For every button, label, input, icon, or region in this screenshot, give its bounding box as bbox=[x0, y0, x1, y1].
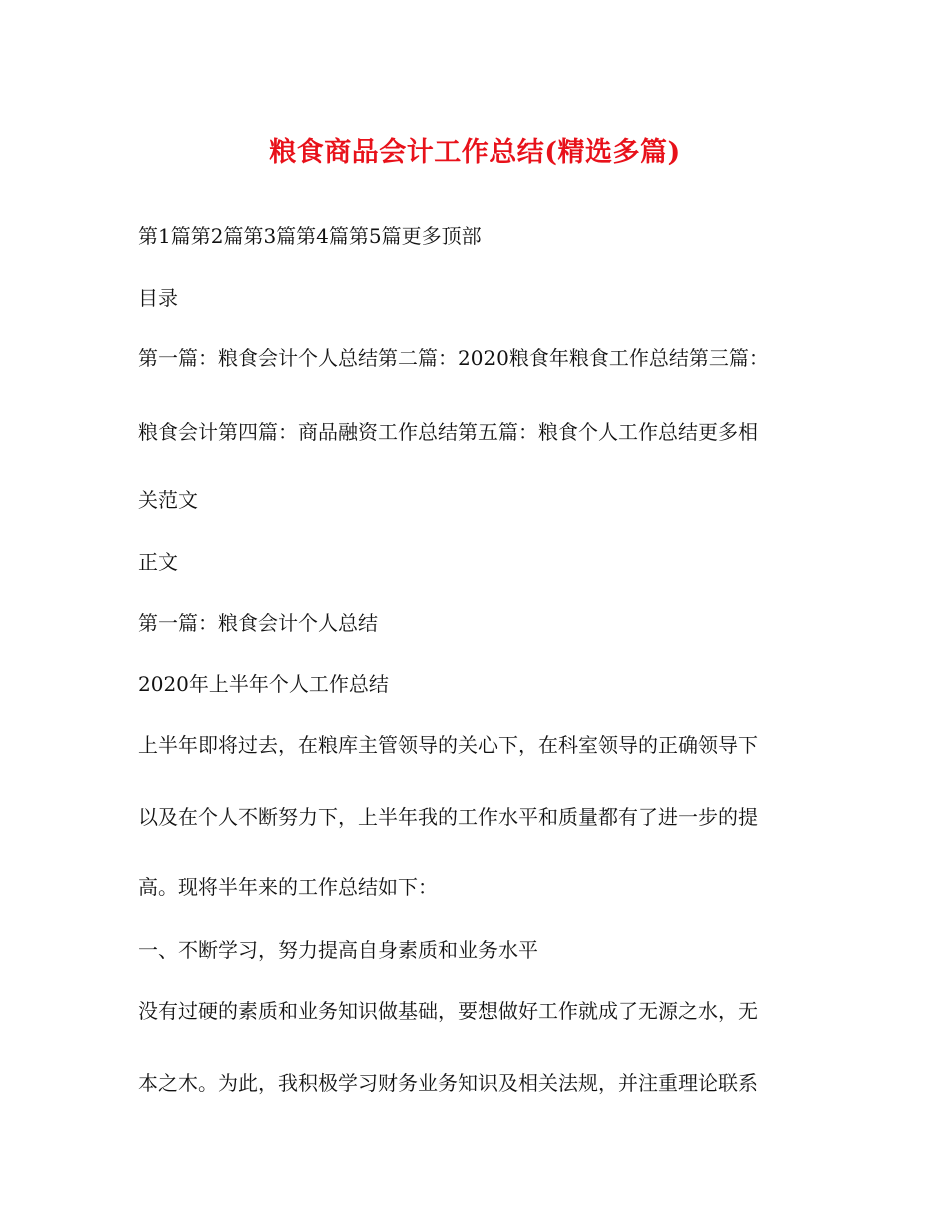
paragraph-line: 以及在个人不断努力下，上半年我的工作水平和质量都有了进一步的提 bbox=[138, 805, 758, 829]
chapter-heading: 第一篇：粮食会计个人总结 bbox=[138, 611, 378, 635]
toc-line: 第一篇：粮食会计个人总结第二篇：2020粮食年粮食工作总结第三篇： bbox=[138, 346, 769, 370]
document-title: 粮食商品会计工作总结(精选多篇) bbox=[269, 137, 681, 168]
toc-heading: 目录 bbox=[138, 286, 178, 310]
paragraph-line: 没有过硬的素质和业务知识做基础，要想做好工作就成了无源之水，无 bbox=[138, 999, 758, 1023]
body-heading: 正文 bbox=[138, 550, 178, 574]
toc-line: 关范文 bbox=[138, 488, 198, 512]
paragraph-line: 高。现将半年来的工作总结如下： bbox=[138, 875, 438, 899]
paragraph-line: 本之木。为此，我积极学习财务业务知识及相关法规，并注重理论联系 bbox=[138, 1071, 758, 1095]
section-nav-links[interactable]: 第1篇第2篇第3篇第4篇第5篇更多顶部 bbox=[138, 224, 482, 248]
paragraph-line: 上半年即将过去，在粮库主管领导的关心下，在科室领导的正确领导下 bbox=[138, 733, 758, 757]
toc-line: 粮食会计第四篇：商品融资工作总结第五篇：粮食个人工作总结更多相 bbox=[138, 420, 758, 444]
section-heading: 一、不断学习，努力提高自身素质和业务水平 bbox=[138, 938, 538, 962]
subtitle: 2020年上半年个人工作总结 bbox=[138, 672, 389, 696]
